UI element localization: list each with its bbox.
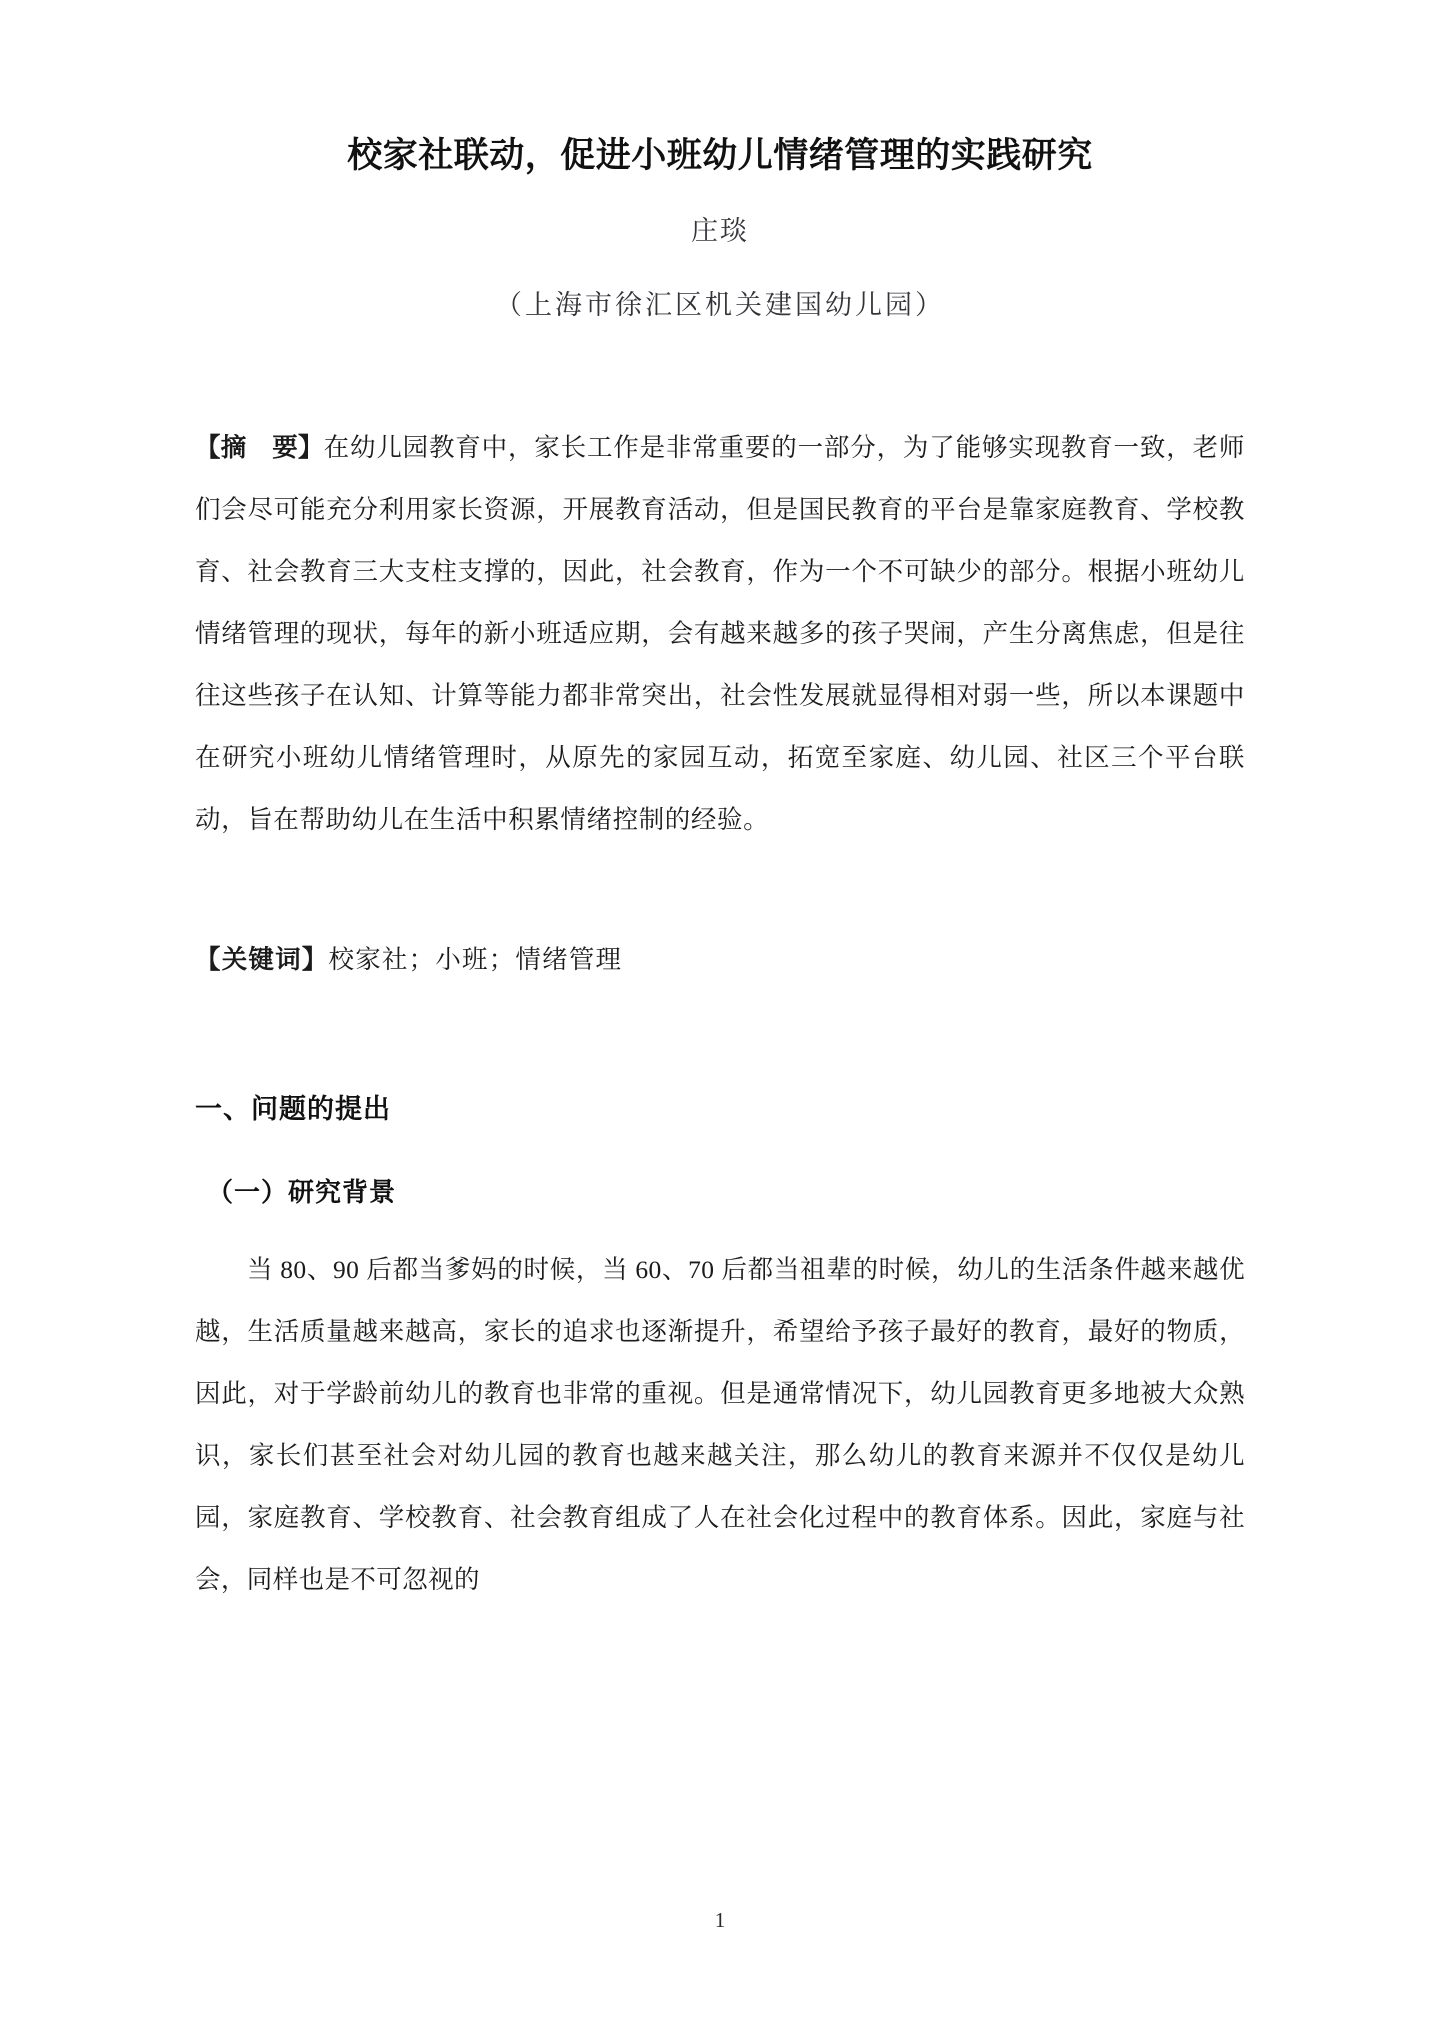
abstract-paragraph <box>195 417 1245 851</box>
abstract-text: 在幼儿园教育中，家长工作是非常重要的一部分，为了能够实现教育一致，老师们会尽可能充分利用家长资源，开展教育活动，但是国民教育的平台是靠家庭教育、学校教育、社会教育三大支柱支撑的，因此，社会教育，作为一个不可缺少的部分。根据小班幼儿情绪管理的现状，每年的新小班适应期，会有越来越多的孩子哭闹，产生分离焦虑，但是往往这些孩子在认知、计算等能力都非常突出，社会性发展就显得相对弱一些，所以本课题中在研究小班幼儿情绪管理时，从原先的家园互动，拓宽至家庭、幼儿园、社区三个平台联动，旨在帮助幼儿在生活中积累情绪控制的经验。 <box>195 432 1245 834</box>
abstract-label: 【摘 要】 <box>195 433 324 462</box>
author-name: 庄琰 <box>691 216 749 247</box>
page-title: 校家社联动，促进小班幼儿情绪管理的实践研究 <box>347 136 1093 175</box>
abstract-block <box>195 417 1245 851</box>
subsection-heading-1-1: （一）研究背景 <box>207 1176 397 1207</box>
keywords-label: 【关键词】 <box>195 945 329 974</box>
section-heading-1: 一、问题的提出 <box>195 1093 391 1124</box>
title-block <box>195 0 1245 325</box>
body-paragraph: 当 80、90 后都当爹妈的时候，当 60、70 后都当祖辈的时候，幼儿的生活条件越来越优越，生活质量越来越高，家长的追求也逐渐提升，希望给予孩子最好的教育，最好的物质，因此，对于学龄前幼儿的教育也非常的重视。但是通常情况下，幼儿园教育更多地被大众熟识，家长们甚至社会对幼儿园的教育也越来越关注，那么幼儿的教育来源并不仅仅是幼儿园，家庭教育、学校教育、社会教育组成了人在社会化过程中的教育体系。因此，家庭与社会，同样也是不可忽视的 <box>195 1254 1245 1594</box>
keywords-text: 校家社；小班；情绪管理 <box>328 944 623 974</box>
keywords-block <box>195 929 1245 991</box>
page-number: 1 <box>714 1908 726 1932</box>
author-affiliation: （上海市徐汇区机关建国幼儿园） <box>495 290 945 321</box>
keywords-line <box>195 929 1245 991</box>
page-content <box>195 0 1245 1611</box>
